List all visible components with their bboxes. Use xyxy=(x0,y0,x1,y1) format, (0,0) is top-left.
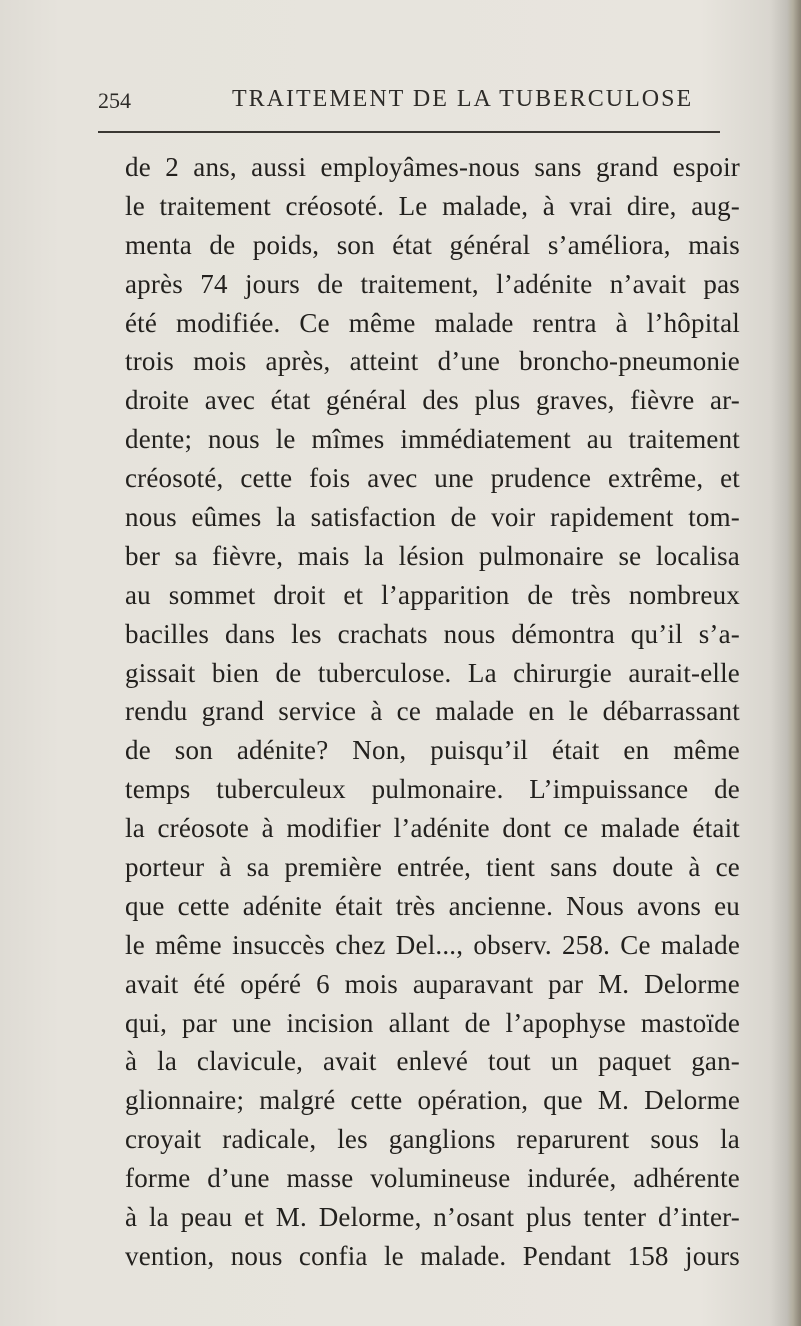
text-line: que cette adénite était très ancienne. Nous avons eu xyxy=(125,890,740,921)
header-rule xyxy=(98,131,720,133)
text-line: temps tuberculeux pulmonaire. L’impuissance de xyxy=(125,774,740,805)
text-line: le traitement créosoté. Le malade, à vrai dire, aug- xyxy=(125,190,740,221)
text-line: à la peau et M. Delorme, n’osant plus tenter d’inter- xyxy=(125,1202,740,1233)
page-number: 254 xyxy=(98,88,131,113)
text-line: le même insuccès chez Del..., observ. 258. Ce malade xyxy=(125,929,740,960)
text-line: avait été opéré 6 mois auparavant par M. Delorme xyxy=(125,968,740,999)
text-line: gissait bien de tuberculose. La chirurgie aurait-elle xyxy=(125,657,740,688)
running-title: TRAITEMENT DE LA TUBERCULOSE xyxy=(232,86,694,112)
text-line: vention, nous confia le malade. Pendant 158 jours xyxy=(125,1240,740,1271)
text-line: croyait radicale, les ganglions reparurent sous la xyxy=(125,1124,740,1155)
text-line: porteur à sa première entrée, tient sans doute à ce xyxy=(125,852,740,883)
body-text xyxy=(125,148,740,1276)
page-header xyxy=(98,86,738,126)
text-line: dente; nous le mîmes immédiatement au traitement xyxy=(125,424,740,455)
text-line: menta de poids, son état général s’améliora, mais xyxy=(125,229,740,260)
text-line: au sommet droit et l’apparition de très nombreux xyxy=(125,579,740,610)
page-edge-shadow xyxy=(787,0,801,1326)
text-line: qui, par une incision allant de l’apophyse mastoïde xyxy=(125,1007,740,1038)
text-line: après 74 jours de traitement, l’adénite n’avait pas xyxy=(125,268,740,299)
text-line: été modifiée. Ce même malade rentra à l’hôpital xyxy=(125,307,740,338)
text-line: nous eûmes la satisfaction de voir rapidement tom- xyxy=(125,502,740,533)
text-line: bacilles dans les crachats nous démontra qu’il s’a- xyxy=(125,618,740,649)
text-line: ber sa fièvre, mais la lésion pulmonaire se localisa xyxy=(125,540,740,571)
text-line: créosoté, cette fois avec une prudence extrême, et xyxy=(125,463,740,494)
text-line: rendu grand service à ce malade en le débarrassant xyxy=(125,696,740,727)
text-line: droite avec état général des plus graves, fièvre ar- xyxy=(125,385,740,416)
text-line: la créosote à modifier l’adénite dont ce malade était xyxy=(125,813,740,844)
text-line: de son adénite? Non, puisqu’il était en même xyxy=(125,735,740,766)
text-line: forme d’une masse volumineuse indurée, adhérente xyxy=(125,1163,740,1194)
text-line: trois mois après, atteint d’une broncho-pneumonie xyxy=(125,346,740,377)
text-line: à la clavicule, avait enlevé tout un paquet gan- xyxy=(125,1046,740,1077)
text-line: glionnaire; malgré cette opération, que M. Delorme xyxy=(125,1085,740,1116)
text-line: de 2 ans, aussi employâmes-nous sans grand espoir xyxy=(125,152,740,182)
